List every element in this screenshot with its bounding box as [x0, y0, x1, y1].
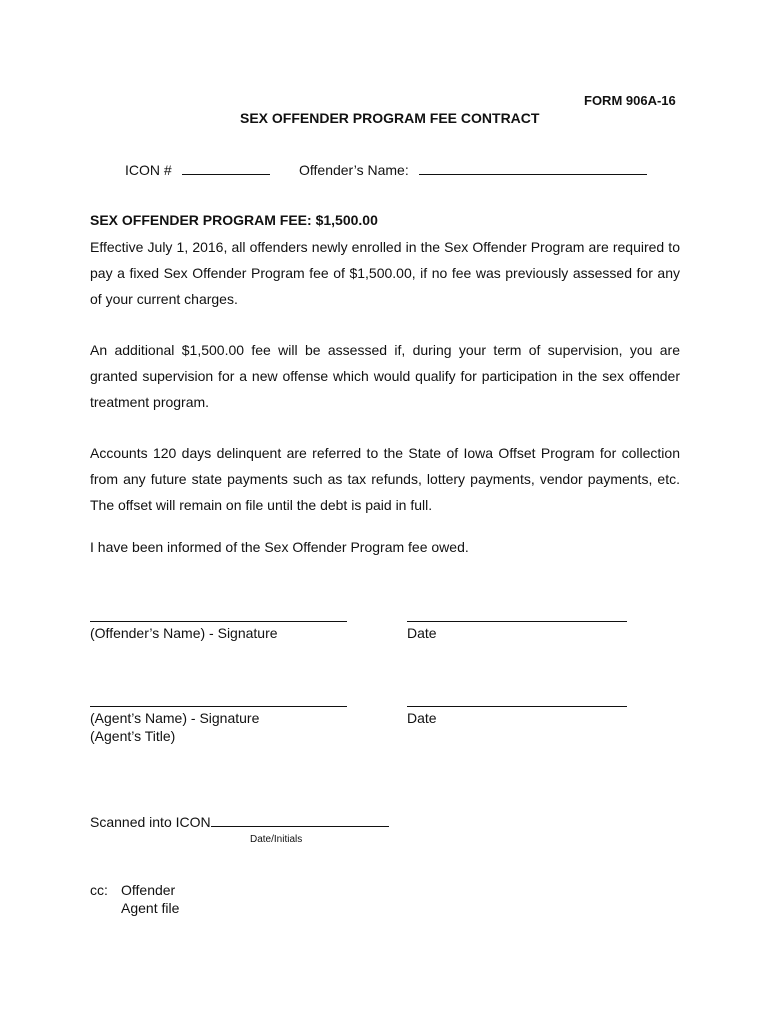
icon-number-field[interactable] — [125, 162, 270, 178]
cc-item-agent-file: Agent file — [121, 900, 180, 916]
fee-heading: SEX OFFENDER PROGRAM FEE: $1,500.00 — [90, 212, 378, 228]
paragraph-effective-date: Effective July 1, 2016, all offenders newly enrolled in the Sex Offender Program are required to pay a fixed Sex Offender Program fee of $1,500.00, if no fee was previously assessed for any of your current charges. — [90, 239, 680, 307]
offender-name-label: Offender’s Name: — [299, 162, 409, 178]
agent-title-label: (Agent’s Title) — [90, 728, 176, 744]
scanned-field[interactable] — [90, 814, 389, 830]
offender-date-line[interactable] — [407, 621, 627, 622]
scanned-date-initials-blank[interactable] — [211, 814, 389, 827]
cc-label: cc: — [90, 882, 108, 898]
paragraph-additional-fee: An additional $1,500.00 fee will be assessed if, during your term of supervision, you are granted supervision for a new offense which would qualify for participation in the sex offender treatment program. — [90, 342, 680, 410]
cc-item-offender: Offender — [121, 882, 176, 898]
icon-number-blank[interactable] — [182, 162, 270, 175]
offender-signature-label: (Offender’s Name) - Signature — [90, 625, 278, 641]
offender-name-blank[interactable] — [419, 162, 647, 175]
date-initials-caption: Date/Initials — [250, 834, 303, 845]
offender-signature-line[interactable] — [90, 621, 347, 622]
scanned-label: Scanned into ICON — [90, 814, 211, 830]
form-number: FORM 906A-16 — [584, 93, 676, 108]
offender-date-label: Date — [407, 625, 437, 641]
agent-signature-line[interactable] — [90, 706, 347, 707]
agent-date-line[interactable] — [407, 706, 627, 707]
agent-date-label: Date — [407, 710, 437, 726]
offender-name-field[interactable] — [299, 162, 647, 178]
icon-number-label: ICON # — [125, 162, 172, 178]
document-title: SEX OFFENDER PROGRAM FEE CONTRACT — [240, 110, 540, 126]
agent-signature-label: (Agent’s Name) - Signature — [90, 710, 260, 726]
paragraph-acknowledgement: I have been informed of the Sex Offender Program fee owed. — [90, 539, 469, 555]
paragraph-delinquent-accounts: Accounts 120 days delinquent are referred to the State of Iowa Offset Program for collection from any future state payments such as tax refunds, lottery payments, vendor payments, etc. The offset will remain on file until the debt is paid in full. — [90, 445, 680, 513]
